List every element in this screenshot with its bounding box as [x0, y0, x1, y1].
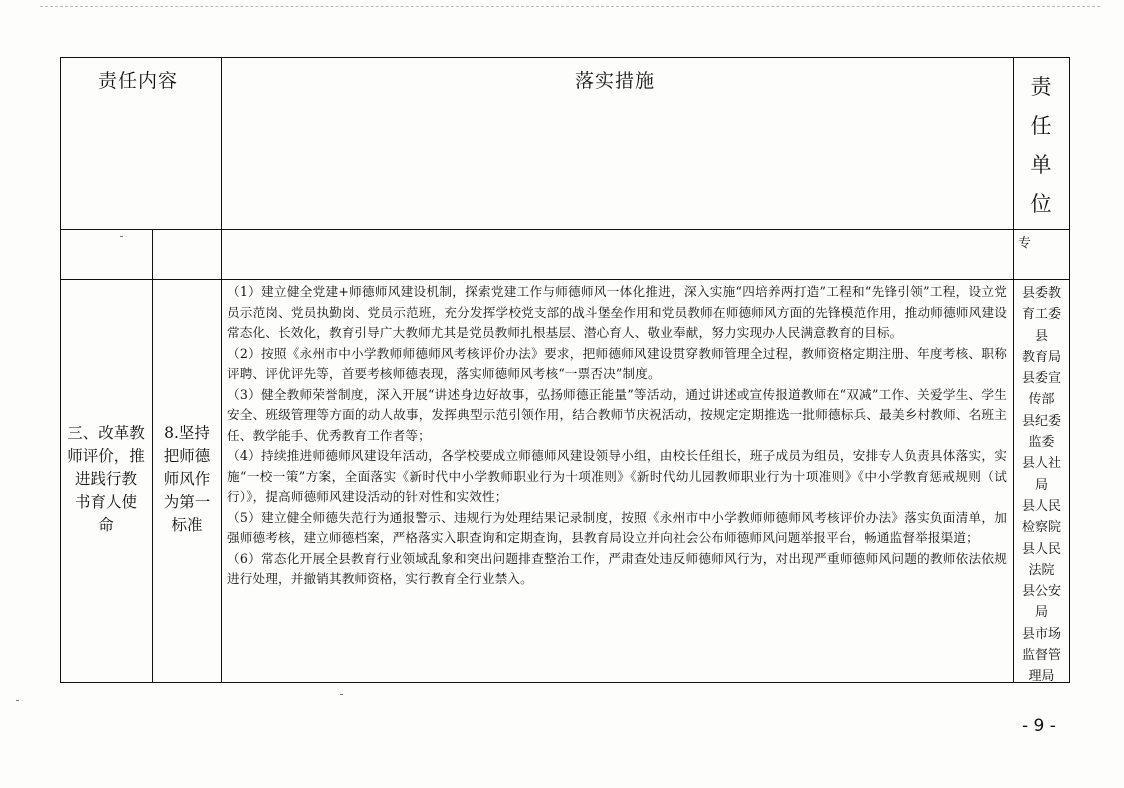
prev-row-unit-fragment: 专: [1018, 236, 1032, 251]
measures-cell: [227, 282, 1007, 590]
category-line: 书育人使: [74, 493, 137, 511]
header-unit-char: 位: [1030, 192, 1052, 216]
item-line: 把师德: [163, 447, 211, 465]
grid-line: [60, 229, 1070, 230]
unit-line: 局: [1034, 477, 1048, 493]
unit-line: 县人社: [1021, 456, 1061, 472]
unit-line: 县: [1034, 328, 1048, 344]
measure-paragraph: （3）健全教师荣誉制度，深入开展“讲述身边好故事，弘扬师德正能量”等活动，通过讲述或宣传报道教师在“双减”工作、关爱学生、学生安全、班级管理等方面的动人故事，发挥典型示范引领作用，结合教师节庆祝活动，按规定定期推选一批师德标兵、最美乡村教师、名班主任、教学能手、优秀教育工作者等；: [227, 386, 1007, 443]
unit-line: 县市场: [1021, 626, 1061, 642]
category-line: 命: [98, 516, 114, 534]
item-line: 标准: [171, 516, 203, 534]
grid-line: [60, 279, 1070, 280]
scan-speck: [120, 236, 123, 237]
header-unit-char: 责: [1030, 75, 1052, 99]
unit-line: 县委宣: [1021, 371, 1061, 387]
grid-line: [221, 57, 222, 683]
unit-line: 理局: [1028, 669, 1055, 685]
unit-line: 监委: [1028, 435, 1055, 451]
item-line: 8.坚持: [164, 424, 210, 442]
scan-speck: [340, 694, 343, 695]
unit-line: 检察院: [1021, 520, 1061, 536]
category-line: 师评价，推: [67, 447, 145, 465]
measure-paragraph: （4）持续推进师德师风建设年活动，各学校要成立师德师风建设领导小组，由校长任组长，班子成员为组员，安排专人负责具体落实，实施“一校一策”方案，全面落实《新时代中小学教师职业行为十项准则》《新时代幼儿园教师职业行为十项准则》《中小学教育惩戒规则（试行）》，提高师德师风建设活动的针对性和实效性；: [227, 448, 1007, 504]
unit-line: 县纪委: [1021, 413, 1061, 429]
unit-line: 县委教: [1021, 286, 1061, 301]
unit-line: 县人民: [1021, 541, 1061, 557]
header-unit-char: 单: [1030, 153, 1052, 177]
category-line: 三、改革教: [67, 424, 145, 442]
unit-line: 教育局: [1021, 349, 1061, 365]
measure-paragraph: （2）按照《永州市中小学教师师德师风考核评价办法》要求，把师德师风建设贯穿教师管理全过程，教师资格定期注册、年度考核、职称评聘、评优评先等，首要考核师德表现，落实师德师风考核“一票否决”制度。: [227, 345, 1007, 381]
unit-line: 县人民: [1021, 498, 1061, 514]
item-line: 为第一: [163, 493, 211, 511]
unit-line: 局: [1034, 605, 1048, 621]
header-responsibility-content: 责任内容: [98, 70, 179, 92]
measure-paragraph: （5）建立健全师德失范行为通报警示、违规行为处理结果记录制度，按照《永州市中小学教师师德师风考核评价办法》落实负面清单，加强师德考核，建立师德档案，严格落实入职查询和定期查询，县教育局设立并向社会公布师德师风问题举报平台，畅通监督举报渠道；: [227, 509, 1007, 545]
item-line: 师风作: [163, 470, 211, 488]
category-cell: [62, 422, 150, 537]
measure-paragraph: （6）常态化开展全县教育行业领域乱象和突出问题排查整治工作，严肃查处违反师德师风行为，对出现严重师德师风问题的教师依法依规进行处理，并撤销其教师资格，实行教育全行业禁入。: [227, 550, 1007, 586]
responsible-units-cell: [1013, 283, 1070, 688]
unit-line: 法院: [1028, 562, 1055, 578]
item-cell: [154, 422, 220, 537]
unit-line: 传部: [1028, 392, 1055, 408]
measure-paragraph: （1）建立健全党建+师德师风建设机制，探索党建工作与师德师风一体化推进，深入实施“四培养两打造”工程和“先锋引领”工程，设立党员示范岗、党员执勤岗、党员示范班，充分发挥学校党支部的战斗堡垒作用和党员教师在师德师风方面的先锋模范作用，推动师德师风建设常态化、长效化，教育引导广大教师尤其是党员教师扎根基层、潜心育人、敬业奉献，努力实现办人民满意教育的目标。: [227, 284, 1007, 340]
page-number: - 9 -: [1022, 716, 1056, 736]
unit-line: 县公安: [1021, 584, 1061, 600]
header-measures: 落实措施: [575, 70, 656, 92]
grid-line: [152, 229, 153, 683]
header-responsible-unit: [1012, 68, 1070, 224]
scan-top-edge: [40, 6, 1100, 7]
unit-line: 育工委: [1021, 307, 1061, 323]
category-line: 进践行教: [74, 470, 137, 488]
header-unit-char: 任: [1030, 114, 1052, 138]
scan-speck: [16, 700, 19, 701]
unit-line: 监督管: [1021, 648, 1061, 664]
